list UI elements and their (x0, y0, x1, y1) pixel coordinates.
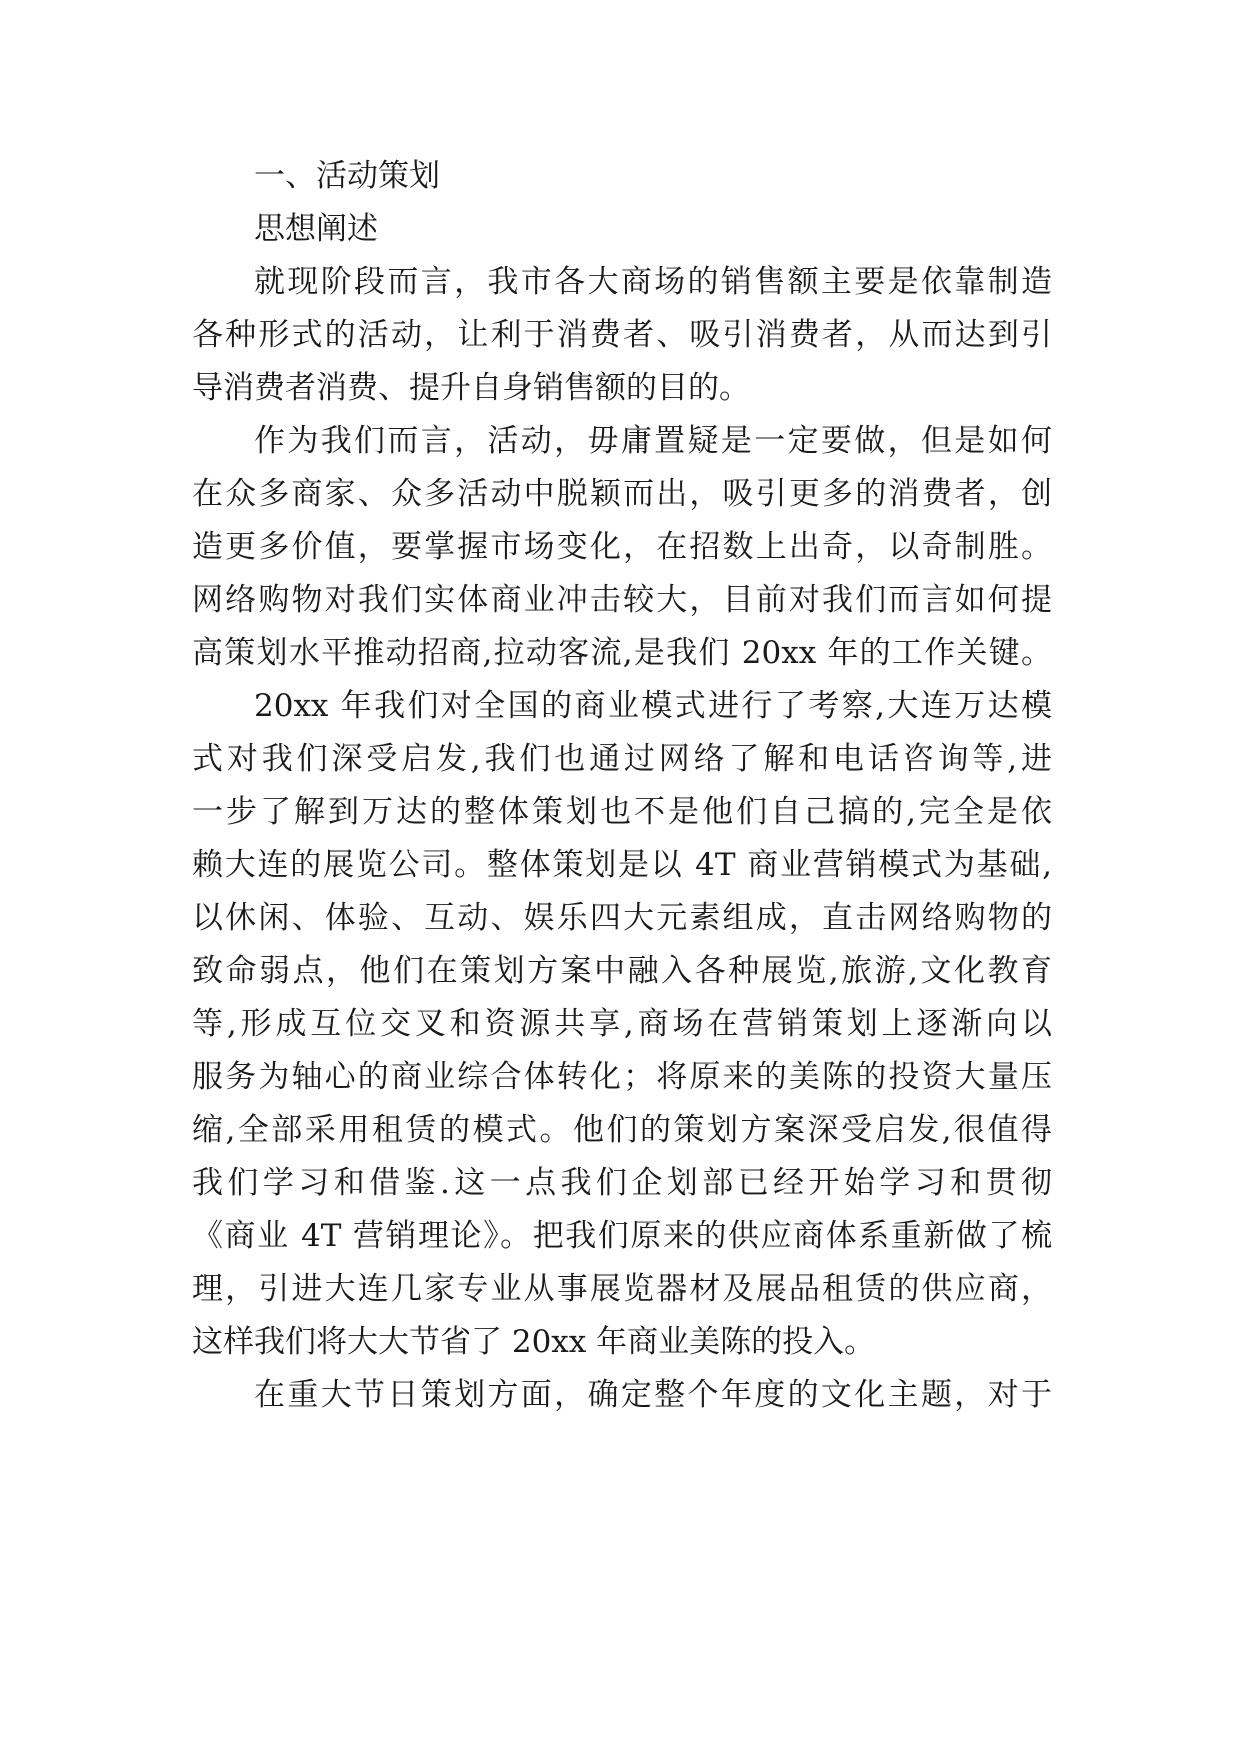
text-line: 等,形成互位交叉和资源共享,商场在营销策划上逐渐向以 (192, 1006, 1052, 1042)
text-line: 在重大节日策划方面，确定整个年度的文化主题，对于 (254, 1377, 1052, 1413)
text-line: 缩,全部采用租赁的模式。他们的策划方案深受启发,很值得 (192, 1112, 1052, 1148)
text-line: 导消费者消费、提升自身销售额的目的。 (192, 370, 750, 406)
text-line: 高策划水平推动招商,拉动客流,是我们 20xx 年的工作关键。 (192, 635, 1052, 671)
text-line: 造更多价值，要掌握市场变化，在招数上出奇，以奇制胜。 (192, 529, 1052, 565)
text-line: 作为我们而言，活动，毋庸置疑是一定要做，但是如何 (254, 423, 1052, 459)
document-body (192, 150, 1052, 1422)
text-line: 在众多商家、众多活动中脱颖而出，吸引更多的消费者，创 (192, 476, 1052, 512)
text-line: 以休闲、体验、互动、娱乐四大元素组成，直击网络购物的 (192, 900, 1052, 936)
text-line: 就现阶段而言，我市各大商场的销售额主要是依靠制造 (254, 264, 1052, 300)
text-line: 我们学习和借鉴.这一点我们企划部已经开始学习和贯彻 (192, 1165, 1052, 1201)
text-line: 思想阐述 (254, 211, 378, 247)
text-line: 20xx 年我们对全国的商业模式进行了考察,大连万达模 (254, 688, 1052, 724)
text-line: 理，引进大连几家专业从事展览器材及展品租赁的供应商， (192, 1271, 1052, 1307)
text-line: 网络购物对我们实体商业冲击较大，目前对我们而言如何提 (192, 582, 1052, 618)
text-line: 赖大连的展览公司。整体策划是以 4T 商业营销模式为基础, (192, 847, 1052, 883)
text-line: 《商业 4T 营销理论》。把我们原来的供应商体系重新做了梳 (192, 1218, 1052, 1254)
text-line: 各种形式的活动，让利于消费者、吸引消费者，从而达到引 (192, 317, 1052, 353)
text-line: 一、活动策划 (254, 158, 440, 194)
text-line: 这样我们将大大节省了 20xx 年商业美陈的投入。 (192, 1324, 876, 1360)
text-line: 式对我们深受启发,我们也通过网络了解和电话咨询等,进 (192, 741, 1052, 777)
text-line: 致命弱点，他们在策划方案中融入各种展览,旅游,文化教育 (192, 953, 1052, 989)
text-line: 服务为轴心的商业综合体转化；将原来的美陈的投资大量压 (192, 1059, 1052, 1095)
text-line: 一步了解到万达的整体策划也不是他们自己搞的,完全是依 (192, 794, 1052, 830)
